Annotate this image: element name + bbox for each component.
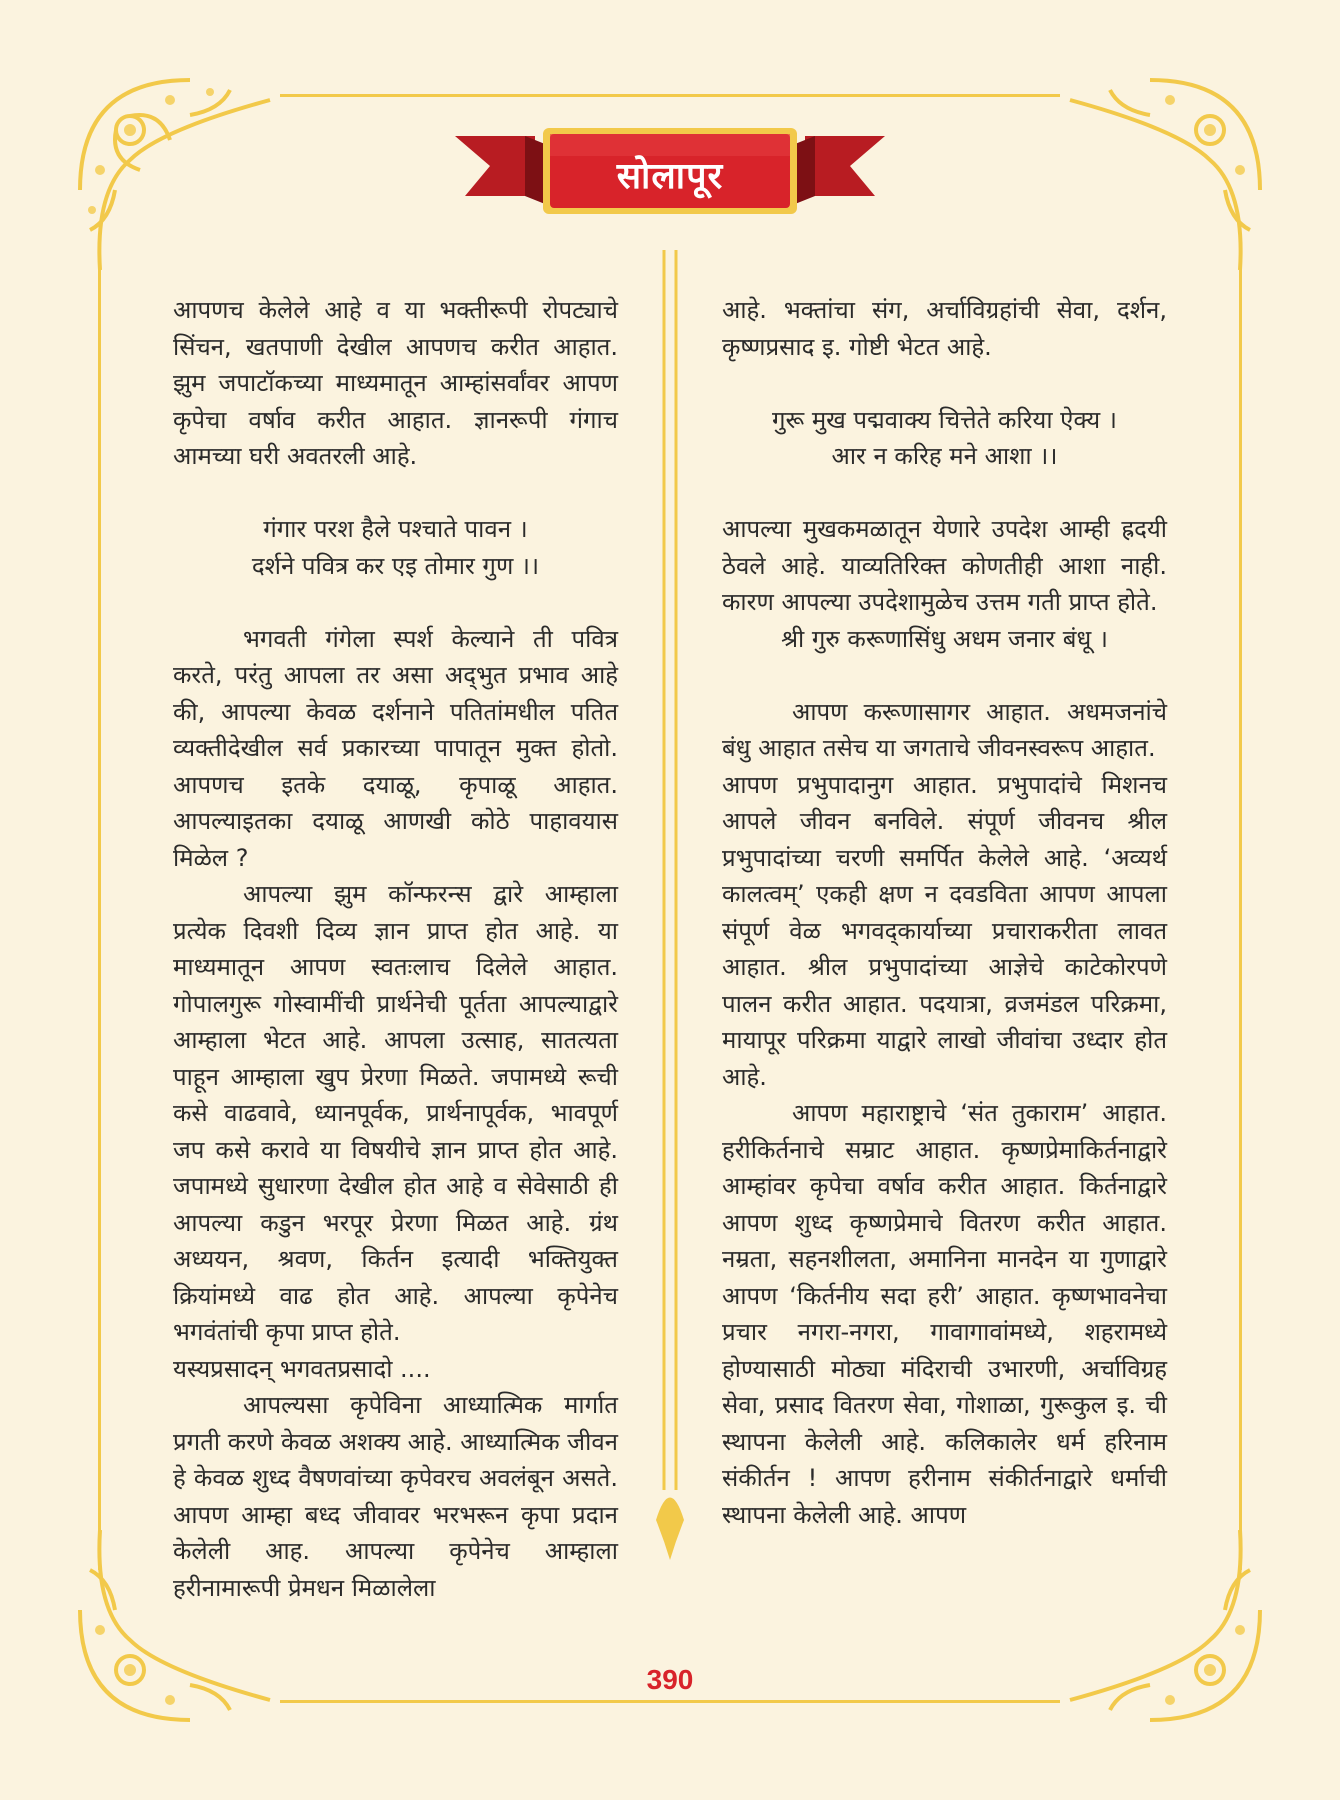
corner-ornament-icon [70, 70, 280, 280]
corner-ornament-icon [1060, 70, 1270, 280]
paragraph: आपणच केलेले आहे व या भक्तीरूपी रोपट्याचे सिंचन, खतपाणी देखील आपणच करीत आहात. झुम जपाटॉकच्या माध्यमातून आम्हांसर्वांवर आपण कृपेचा वर्षाव करीत आहात. ज्ञानरूपी गंगाच आमच्या घरी अवतरली आहे. [173, 296, 618, 470]
paragraph: आपल्यसा कृपेविना आध्यात्मिक मार्गात प्रगती करणे केवळ अशक्य आहे. आध्यात्मिक जीवन हे केवळ शुध्द वैषणवांच्या कृपेवरच अवलंबून असते. आपण आम्हा बध्द जीवावर भरभरून कृपा प्रदान केलेली आह. आपल्या कृपेनेच आम्हाला हरीनामारूपी प्रेमधन मिळालेला [173, 1391, 618, 1602]
verse-line: गंगार परश हैले पश्चाते पावन । [263, 515, 528, 543]
frame-right-line [1239, 270, 1242, 1570]
column-divider-icon [652, 250, 688, 1600]
verse-line: दर्शने पवित्र कर एइ तोमार गुण ।। [251, 551, 540, 580]
page-title: सोलापूर [616, 155, 724, 197]
left-column [173, 292, 618, 1606]
corner-ornament-icon [1060, 1520, 1270, 1730]
paragraph: आपण महाराष्ट्राचे ‘संत तुकाराम’ आहात. हरीकिर्तनाचे सम्राट आहात. कृष्णप्रेमाकिर्तनाद्वारे आम्हांवर कृपेचा वर्षाव करीत आहात. किर्तनाद्वारे आपण शुध्द कृष्णप्रेमाचे वितरण करीत आहात. नम्रता, सहनशीलता, अमानिना मानदेन या गुणाद्वारे आपण ‘किर्तनीय सदा हरी’ आहात. कृष्णभावनेचा प्रचार नगरा-नगरा, गावागावांमध्ये, शहरामध्ये होण्यासाठी मोठ्या मंदिराची उभारणी, अर्चाविग्रह सेवा, प्रसाद वितरण सेवा, गोशाळा, गुरूकुल इ. ची स्थापना केलेली आहे. कलिकालेर धर्म हरिनाम संकीर्तन ! आपण हरीनाम संकीर्तनाद्वारे धर्माची स्थापना केलेली आहे. आपण [722, 1099, 1167, 1529]
paragraph: आपल्या झुम कॉन्फरन्स द्वारे आम्हाला प्रत्येक दिवशी दिव्य ज्ञान प्राप्त होत आहे. या माध्यमातून आपण स्वतःलाच दिलेले आहात. गोपालगुरू गोस्वामींची प्रार्थनेची पूर्तता आपल्याद्वारे आम्हाला भेटत आहे. आपला उत्साह, सातत्यता पाहून आम्हाला खुप प्रेरणा मिळते. जपामध्ये रूची कसे वाढवावे, ध्यानपूर्वक, प्रार्थनापूर्वक, भावपूर्ण जप कसे करावे या विषयीचे ज्ञान प्राप्त होत आहे. जपामध्ये सुधारणा देखील होत आहे व सेवेसाठी ही आपल्या कडुन भरपूर प्रेरणा मिळत आहे. ग्रंथ अध्ययन, श्रवण, किर्तन इत्यादी भक्तियुक्त क्रियांमध्ये वाढ होत आहे. आपल्या कृपेनेच भगवंतांची कृपा प्राप्त होते. [173, 880, 618, 1346]
page-number: 390 [646, 1664, 694, 1695]
frame-bottom-line [280, 1700, 1060, 1703]
paragraph: आपण करूणासागर आहात. अधमजनांचे बंधु आहात तसेच या जगताचे जीवनस्वरूप आहात. [722, 697, 1167, 762]
verse-line: गुरू मुख पद्मवाक्य चित्तेते करिया ऐक्य । [772, 405, 1117, 434]
right-column [722, 292, 1167, 1533]
paragraph: भगवती गंगेला स्पर्श केल्याने ती पवित्र करते, परंतु आपला तर असा अद्‌भुत प्रभाव आहे की, आपल्या केवळ दर्शनाने पतितांमधील पतित व्यक्तीदेखील सर्व प्रकारच्या पापातून मुक्त होतो. आपणच इतके दयाळू, कृपाळू आहात. आपल्याइतका दयाळू आणखी कोठे पाहावयास मिळेल ? [173, 624, 618, 872]
verse-line: श्री गुरु करूणासिंधु अधम जनार बंधू । [781, 624, 1108, 653]
frame-left-line [98, 270, 101, 1570]
paragraph: आपल्या मुखकमळातून येणारे उपदेश आम्ही ह्रदयी ठेवले आहे. याव्यतिरिक्त कोणतीही आशा नाही. कारण आपल्या उपदेशामुळेच उत्तम गती प्राप्त होते. [722, 515, 1167, 616]
verse-line: आर न करिह मने आशा ।। [831, 442, 1058, 470]
paragraph: यस्यप्रसादन् भगवतप्रसादो .... [173, 1354, 431, 1383]
paragraph: आहे. भक्तांचा संग, अर्चाविग्रहांची सेवा, दर्शन, कृष्णप्रसाद इ. गोष्टी भेटत आहे. [722, 296, 1167, 361]
frame-top-line [280, 94, 1060, 97]
paragraph: आपण प्रभुपादानुग आहात. प्रभुपादांचे मिशनच आपले जीवन बनविले. संपूर्ण जीवनच श्रील प्रभुपादांच्या चरणी समर्पित केलेले आहे. ‘अव्यर्थ कालत्वम्’ एकही क्षण न दवडविता आपण आपला संपूर्ण वेळ भगवद्कार्याच्या प्रचाराकरीता लावत आहात. श्रील प्रभुपादांच्या आज्ञेचे काटेकोरपणे पालन करीत आहात. पदयात्रा, व्रजमंडल परिक्रमा, मायापूर परिक्रमा याद्वारे लाखो जीवांचा उध्दार होत आहे. [722, 770, 1167, 1091]
